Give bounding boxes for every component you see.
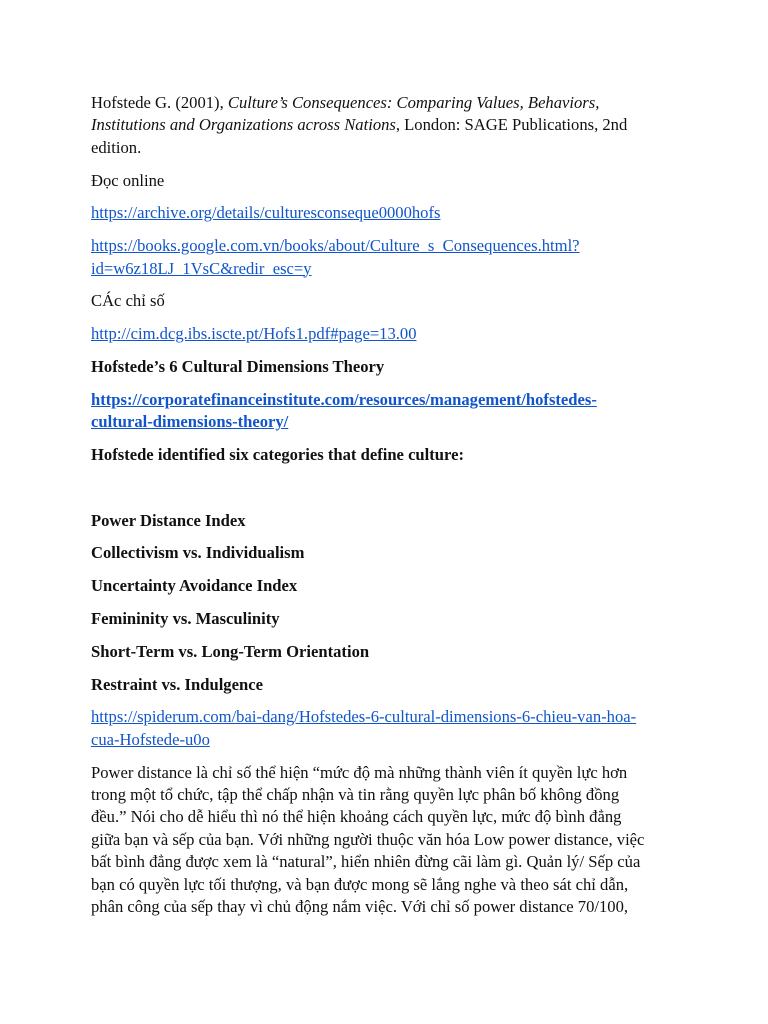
read-online-label: Đọc online [91,170,165,190]
power-distance-paragraph [91,762,691,919]
google-books-link-paragraph [91,235,691,280]
archive-link-paragraph [91,202,691,224]
dimension-item: Power Distance Index [91,510,246,530]
blank-line [91,477,691,510]
six-categories-heading: Hofstede identified six categories that define culture: [91,445,464,464]
body-line: bạn có quyền lực tối thượng, và bạn được mong sẽ lắng nghe và theo sát chỉ dẫn, [91,874,629,894]
cfi-link-line2[interactable]: cultural-dimensions-theory/ [91,412,289,432]
citation-title-line2: Institutions and Organizations across Nations [91,115,396,135]
body-line: bất bình đẳng được xem là “natural”, hiển nhiên đừng cãi làm gì. Quản lý/ Sếp của [91,852,641,872]
spiderum-link[interactable] [91,707,636,748]
citation-edition: edition. [91,137,142,157]
dimension-item: Collectivism vs. Individualism [91,543,305,563]
spiderum-link-line2[interactable]: cua-Hofstede-u0o [91,729,210,749]
document-page [91,92,691,929]
body-line: trong một tổ chức, tập thể chấp nhận và tin rằng quyền lực phân bố không đồng [91,784,620,804]
archive-link[interactable]: https://archive.org/details/culturesconseque0000hofs [91,203,441,223]
spiderum-link-paragraph [91,706,691,751]
dimension-item: Uncertainty Avoidance Index [91,576,298,596]
body-line: Power distance là chỉ số thể hiện “mức độ mà những thành viên ít quyền lực hơn [91,762,628,782]
indices-label: CÁc chỉ số [91,291,165,311]
theory-heading: Hofstede’s 6 Cultural Dimensions Theory [91,357,385,376]
citation-author-year: Hofstede G. (2001), [91,93,228,112]
cim-pdf-link[interactable]: http://cim.dcg.ibs.iscte.pt/Hofs1.pdf#page=13.00 [91,324,417,344]
dimension-item: Femininity vs. Masculinity [91,608,280,628]
google-books-link-line2[interactable]: id=w6z18LJ_1VsC&redir_esc=y [91,258,312,278]
cim-link-paragraph [91,323,691,345]
spiderum-link-line1[interactable]: https://spiderum.com/bai-dang/Hofstedes-6-cultural-dimensions-6-chieu-van-hoa- [91,707,637,727]
google-books-link-line1[interactable]: https://books.google.com.vn/books/about/Culture_s_Consequences.html? [91,236,580,256]
google-books-link[interactable] [91,236,580,277]
body-line: giữa bạn và sếp của bạn. Với những người thuộc văn hóa Low power distance, việc [91,829,645,849]
dimension-item: Short-Term vs. Long-Term Orientation [91,641,370,661]
body-line: đều.” Nói cho dễ hiểu thì nó thể hiện khoảng cách quyền lực, mức độ bình đẳng [91,807,622,827]
cfi-link-line1[interactable]: https://corporatefinanceinstitute.com/resources/management/hofstedes- [91,389,597,409]
citation-paragraph [91,92,691,159]
cfi-link[interactable] [91,390,597,431]
body-line: phân công của sếp thay vì chủ động nắm việc. Với chỉ số power distance 70/100, [91,897,629,917]
dimension-item: Restraint vs. Indulgence [91,674,263,694]
citation-publisher: , London: SAGE Publications, 2nd [395,115,628,135]
citation-title-line1: Culture’s Consequences: Comparing Values, Behaviors, [227,93,600,112]
cfi-link-paragraph [91,389,691,434]
